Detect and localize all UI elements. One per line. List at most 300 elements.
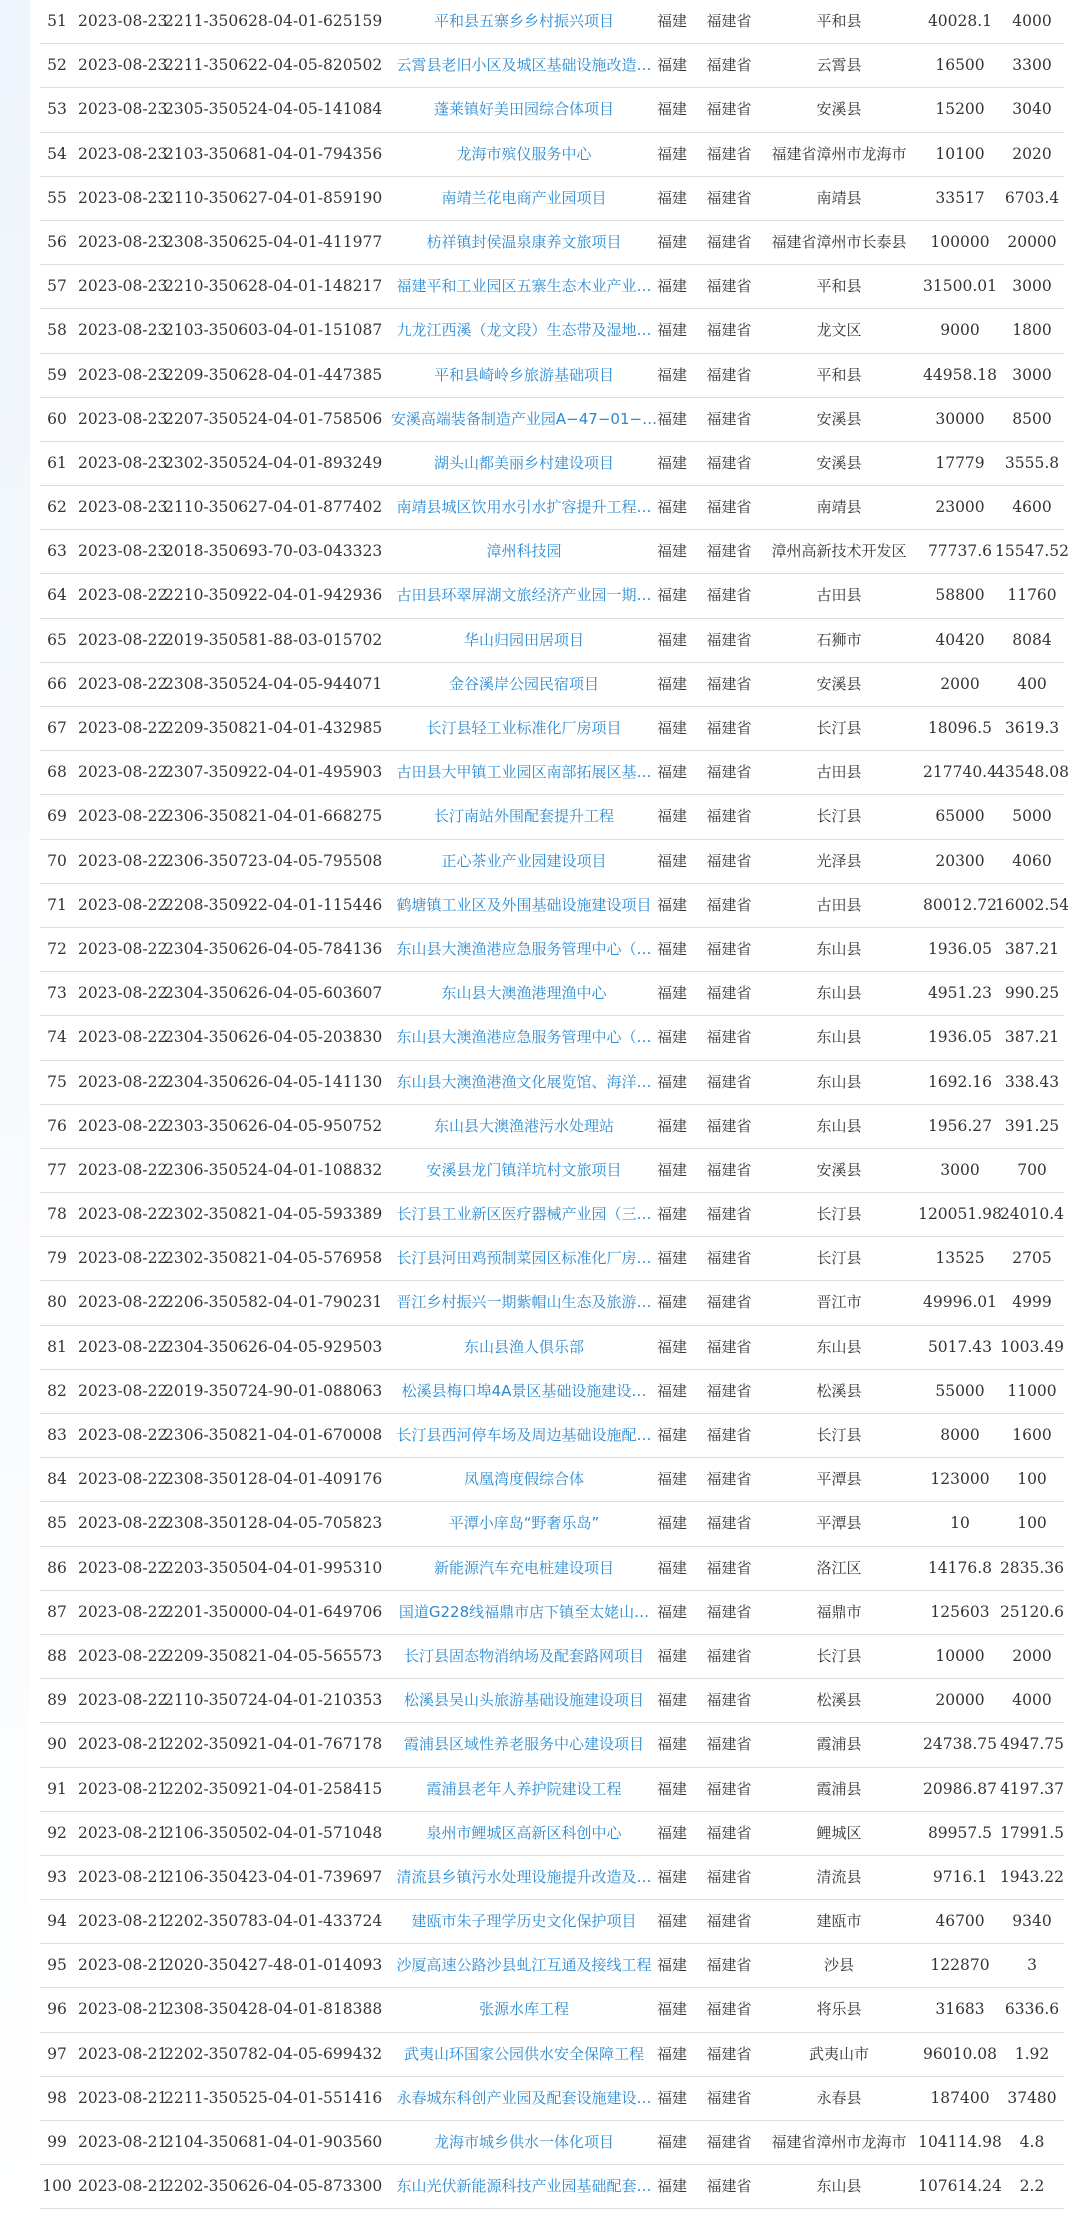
row-number: 84 — [47, 1470, 67, 1489]
table-row — [40, 177, 1064, 221]
row-date: 2023-08-23 — [78, 409, 168, 428]
row-province-short: 福建 — [656, 188, 687, 207]
row-number: 66 — [47, 674, 67, 693]
table-row — [40, 1591, 1064, 1635]
row-amount: 338.43 — [1004, 1072, 1060, 1091]
row-number: 98 — [47, 2088, 67, 2107]
row-province: 福建省 — [706, 674, 752, 693]
row-area: 长汀县 — [816, 1646, 862, 1665]
row-number: 61 — [47, 453, 67, 472]
row-project-code: 2202-350626-04-05-873300 — [164, 2177, 383, 2196]
row-amount: 400 — [1017, 674, 1047, 693]
row-number: 93 — [47, 1867, 67, 1886]
project-table — [40, 0, 1069, 2209]
row-project-name-link[interactable]: 华山归园田居项目 — [463, 630, 584, 649]
row-number: 75 — [47, 1072, 67, 1091]
row-amount: 24010.4 — [999, 1205, 1065, 1224]
table-row — [40, 398, 1064, 442]
row-project-code: 2104-350681-04-01-903560 — [164, 2133, 383, 2151]
row-date: 2023-08-22 — [78, 630, 168, 649]
row-province: 福建省 — [706, 409, 752, 428]
row-province: 福建省 — [706, 1912, 752, 1931]
row-project-name-link[interactable]: 南靖兰花电商产业园项目 — [441, 188, 607, 207]
row-province: 福建省 — [706, 1249, 752, 1268]
table-row — [40, 1326, 1064, 1370]
row-area: 东山县 — [816, 939, 862, 958]
row-project-code: 2308-350524-04-05-944071 — [164, 674, 383, 693]
row-project-name-link[interactable]: 长汀县河田鸡预制菜园区标准化厂房… — [396, 1249, 652, 1268]
table-row — [40, 1635, 1064, 1679]
row-total-investment: 123000 — [930, 1470, 990, 1489]
table-row — [40, 44, 1064, 88]
row-project-name-link[interactable]: 霞浦县老年人养护院建设工程 — [426, 1779, 622, 1798]
row-province: 福建省 — [706, 498, 752, 517]
row-project-code: 2210-350922-04-01-942936 — [164, 586, 383, 605]
row-area: 长汀县 — [816, 1426, 862, 1444]
row-amount: 100 — [1017, 1470, 1047, 1489]
row-project-code: 2211-350622-04-05-820502 — [164, 56, 383, 75]
row-area: 龙文区 — [816, 321, 862, 340]
row-total-investment: 16500 — [935, 56, 985, 75]
row-project-name-link[interactable]: 正心茶业产业园建设项目 — [441, 851, 607, 870]
row-number: 63 — [47, 542, 67, 561]
row-date: 2023-08-22 — [78, 1426, 168, 1444]
row-area: 云霄县 — [816, 56, 862, 75]
row-date: 2023-08-22 — [78, 1558, 168, 1577]
row-project-name-link[interactable]: 长汀县工业新区医疗器械产业园（三… — [396, 1205, 652, 1224]
row-province-short: 福建 — [656, 1779, 687, 1798]
row-amount: 2000 — [1012, 1646, 1052, 1665]
row-total-investment: 5017.43 — [927, 1337, 993, 1356]
row-province: 福建省 — [706, 1293, 752, 1312]
row-project-name-link[interactable]: 古田县环翠屏湖文旅经济产业园一期… — [396, 586, 652, 605]
row-project-code: 2103-350603-04-01-151087 — [164, 321, 383, 340]
row-area: 洛江区 — [816, 1558, 862, 1577]
row-province-short: 福建 — [656, 1867, 687, 1886]
row-amount: 4000 — [1012, 12, 1052, 30]
row-area: 将乐县 — [816, 2000, 862, 2019]
row-project-name-link[interactable]: 金谷溪岸公园民宿项目 — [448, 674, 599, 693]
row-province-short: 福建 — [656, 2133, 687, 2151]
row-project-name-link[interactable]: 清流县乡镇污水处理设施提升改造及… — [396, 1867, 652, 1886]
row-project-name-link[interactable]: 晋江乡村振兴一期紫帽山生态及旅游… — [396, 1293, 652, 1312]
row-province: 福建省 — [706, 1558, 752, 1577]
row-number: 57 — [47, 277, 67, 296]
row-project-name-link[interactable]: 安溪县龙门镇洋坑村文旅项目 — [426, 1160, 622, 1179]
row-date: 2023-08-21 — [78, 1823, 168, 1842]
row-project-name-link[interactable]: 湖头山都美丽乡村建设项目 — [433, 453, 614, 472]
row-number: 90 — [47, 1735, 67, 1754]
row-province-short: 福建 — [656, 984, 687, 1003]
table-row — [40, 1016, 1064, 1060]
row-project-code: 2201-350000-04-01-649706 — [164, 1602, 383, 1621]
row-province-short: 福建 — [656, 321, 687, 340]
row-date: 2023-08-22 — [78, 1602, 168, 1621]
row-area: 安溪县 — [816, 409, 862, 428]
row-date: 2023-08-23 — [78, 498, 168, 517]
row-date: 2023-08-23 — [78, 365, 168, 384]
row-total-investment: 40028.1 — [927, 12, 993, 30]
row-amount: 3300 — [1012, 56, 1052, 75]
row-province: 福建省 — [706, 1205, 752, 1224]
row-date: 2023-08-22 — [78, 1646, 168, 1665]
row-number: 92 — [47, 1823, 67, 1842]
row-project-name-link[interactable]: 长汀南站外围配套提升工程 — [433, 807, 614, 826]
row-date: 2023-08-23 — [78, 542, 168, 561]
row-date: 2023-08-23 — [78, 188, 168, 207]
row-area: 福鼎市 — [816, 1602, 862, 1621]
row-province: 福建省 — [706, 2000, 752, 2019]
row-date: 2023-08-22 — [78, 719, 168, 737]
table-row — [40, 1237, 1064, 1281]
row-area: 长汀县 — [816, 1249, 862, 1268]
table-row — [40, 2077, 1064, 2121]
row-project-code: 2306-350821-04-01-670008 — [164, 1426, 383, 1444]
row-project-code: 2302-350524-04-01-893249 — [164, 453, 383, 472]
table-row — [40, 2165, 1064, 2209]
row-total-investment: 2000 — [940, 674, 980, 693]
row-province-short: 福建 — [656, 1160, 687, 1179]
row-province: 福建省 — [706, 586, 752, 605]
table-row — [40, 1105, 1064, 1149]
row-province-short: 福建 — [656, 2088, 687, 2107]
row-number: 60 — [47, 409, 67, 428]
row-project-name-link[interactable]: 龙海市殡仪服务中心 — [456, 144, 592, 163]
row-province-short: 福建 — [656, 100, 687, 119]
row-project-name-link[interactable]: 平和县崎岭乡旅游基础项目 — [433, 365, 614, 384]
row-area: 安溪县 — [816, 674, 862, 693]
row-project-name-link[interactable]: 松溪县吴山头旅游基础设施建设项目 — [403, 1691, 644, 1710]
row-project-code: 2202-350921-04-01-258415 — [164, 1779, 383, 1798]
row-project-code: 2202-350782-04-05-699432 — [164, 2044, 383, 2063]
row-project-name-link[interactable]: 福建平和工业园区五寨生态木业产业… — [396, 277, 652, 296]
row-province-short: 福建 — [656, 1691, 687, 1710]
row-amount: 3555.8 — [1004, 453, 1060, 472]
row-province: 福建省 — [706, 1867, 752, 1886]
row-total-investment: 100000 — [930, 232, 990, 251]
row-project-name-link[interactable]: 沙厦高速公路沙县虬江互通及接线工程 — [396, 1956, 652, 1975]
row-province: 福建省 — [706, 2177, 752, 2196]
row-province: 福建省 — [706, 895, 752, 914]
row-date: 2023-08-21 — [78, 2177, 168, 2196]
page-side-background — [0, 0, 30, 2235]
row-number: 79 — [47, 1249, 67, 1268]
row-province: 福建省 — [706, 1470, 752, 1489]
row-number: 80 — [47, 1293, 67, 1312]
row-date: 2023-08-22 — [78, 1072, 168, 1091]
table-row — [40, 1768, 1064, 1812]
row-amount: 11000 — [1007, 1381, 1057, 1400]
row-project-name-link[interactable]: 东山县大澳渔港应急服务管理中心（… — [396, 939, 652, 958]
row-province: 福建省 — [706, 144, 752, 163]
row-amount: 3000 — [1012, 365, 1052, 384]
row-province: 福建省 — [706, 2133, 752, 2151]
row-project-name-link[interactable]: 霞浦县区域性养老服务中心建设项目 — [403, 1735, 644, 1754]
row-project-code: 2110-350724-04-01-210353 — [164, 1691, 383, 1710]
row-province-short: 福建 — [656, 1956, 687, 1975]
row-project-name-link[interactable]: 国道G228线福鼎市店下镇至太姥山… — [398, 1602, 650, 1621]
table-row — [40, 1370, 1064, 1414]
row-project-name-link[interactable]: 枋祥镇封侯温泉康养文旅项目 — [426, 232, 622, 251]
row-area: 安溪县 — [816, 453, 862, 472]
row-project-name-link[interactable]: 泉州市鲤城区高新区科创中心 — [426, 1823, 622, 1842]
row-project-name-link[interactable]: 蓬莱镇好美田园综合体项目 — [433, 100, 614, 119]
row-total-investment: 80012.72 — [923, 895, 997, 914]
row-date: 2023-08-21 — [78, 2000, 168, 2019]
row-area: 福建省漳州市龙海市 — [771, 144, 907, 163]
row-number: 51 — [47, 12, 67, 30]
row-province-short: 福建 — [656, 1028, 687, 1047]
row-project-name-link[interactable]: 建瓯市朱子理学历史文化保护项目 — [411, 1912, 637, 1931]
row-total-investment: 49996.01 — [923, 1293, 997, 1312]
row-amount: 1800 — [1012, 321, 1052, 340]
row-project-name-link[interactable]: 东山县大澳渔港渔文化展览馆、海洋… — [396, 1072, 652, 1091]
row-project-name-link[interactable]: 东山光伏新能源科技产业园基础配套… — [396, 2177, 652, 2196]
row-province: 福建省 — [706, 1072, 752, 1091]
row-project-name-link[interactable]: 东山县大澳渔港污水处理站 — [433, 1116, 614, 1135]
row-date: 2023-08-23 — [78, 12, 168, 30]
row-project-code: 2308-350428-04-01-818388 — [164, 2000, 383, 2019]
row-amount: 2835.36 — [999, 1558, 1065, 1577]
row-number: 64 — [47, 586, 67, 605]
row-project-code: 2019-350581-88-03-015702 — [164, 630, 383, 649]
row-province: 福建省 — [706, 763, 752, 782]
row-project-name-link[interactable]: 漳州科技园 — [486, 542, 562, 561]
row-province-short: 福建 — [656, 2044, 687, 2063]
row-number: 52 — [47, 56, 67, 75]
row-project-code: 2206-350582-04-01-790231 — [164, 1293, 383, 1312]
row-number: 55 — [47, 188, 67, 207]
table-row — [40, 1723, 1064, 1767]
row-province-short: 福建 — [656, 1823, 687, 1842]
row-province-short: 福建 — [656, 939, 687, 958]
table-row — [40, 795, 1064, 839]
table-row — [40, 663, 1064, 707]
table-row — [40, 1812, 1064, 1856]
table-row — [40, 2033, 1064, 2077]
row-province-short: 福建 — [656, 542, 687, 561]
row-province-short: 福建 — [656, 56, 687, 75]
row-amount: 4060 — [1012, 851, 1052, 870]
row-total-investment: 55000 — [935, 1381, 985, 1400]
row-number: 65 — [47, 630, 67, 649]
row-date: 2023-08-21 — [78, 1956, 168, 1975]
row-project-code: 2304-350626-04-05-203830 — [164, 1028, 383, 1047]
row-project-code: 2208-350922-04-01-115446 — [164, 895, 383, 914]
row-province: 福建省 — [706, 807, 752, 826]
table-row — [40, 486, 1064, 530]
row-area: 平和县 — [816, 365, 862, 384]
row-total-investment: 120051.98 — [918, 1205, 1002, 1224]
row-number: 83 — [47, 1426, 67, 1444]
row-date: 2023-08-22 — [78, 851, 168, 870]
row-project-name-link[interactable]: 龙海市城乡供水一体化项目 — [433, 2133, 614, 2151]
row-project-name-link[interactable]: 平潭小庠岛“野奢乐岛” — [448, 1514, 600, 1533]
row-number: 72 — [47, 939, 67, 958]
row-project-name-link[interactable]: 武夷山环国家公园供水安全保障工程 — [403, 2044, 644, 2063]
table-row — [40, 840, 1064, 884]
row-area: 沙县 — [823, 1956, 854, 1975]
row-area: 漳州高新技术开发区 — [771, 542, 907, 561]
row-total-investment: 40420 — [935, 630, 985, 649]
row-project-name-link[interactable]: 云霄县老旧小区及城区基础设施改造… — [396, 56, 652, 75]
row-province: 福建省 — [706, 1646, 752, 1665]
row-project-name-link[interactable]: 凤凰湾度假综合体 — [463, 1470, 584, 1489]
row-province-short: 福建 — [656, 851, 687, 870]
row-province-short: 福建 — [656, 277, 687, 296]
row-project-name-link[interactable]: 新能源汽车充电桩建设项目 — [433, 1558, 614, 1577]
row-amount: 391.25 — [1004, 1116, 1060, 1135]
row-province: 福建省 — [706, 232, 752, 251]
row-amount: 2020 — [1012, 144, 1052, 163]
row-amount: 387.21 — [1004, 939, 1060, 958]
row-province: 福建省 — [706, 188, 752, 207]
row-project-code: 2202-350921-04-01-767178 — [164, 1735, 383, 1754]
row-project-code: 2209-350821-04-05-565573 — [164, 1646, 383, 1665]
row-project-code: 2110-350627-04-01-877402 — [164, 498, 383, 517]
row-project-name-link[interactable]: 九龙江西溪（龙文段）生态带及湿地… — [396, 321, 652, 340]
row-amount: 3000 — [1012, 277, 1052, 296]
row-project-name-link[interactable]: 安溪高端装备制造产业园A−47−01−… — [390, 409, 658, 428]
table-row — [40, 751, 1069, 795]
row-province-short: 福建 — [656, 586, 687, 605]
row-amount: 1943.22 — [999, 1867, 1065, 1886]
row-number: 88 — [47, 1646, 67, 1665]
row-total-investment: 107614.24 — [918, 2177, 1002, 2196]
row-number: 91 — [47, 1779, 67, 1798]
row-province-short: 福建 — [656, 365, 687, 384]
row-area: 武夷山市 — [808, 2044, 869, 2063]
row-province: 福建省 — [706, 1381, 752, 1400]
row-project-code: 2103-350681-04-01-794356 — [164, 144, 383, 163]
row-province: 福建省 — [706, 851, 752, 870]
table-row — [40, 354, 1064, 398]
row-total-investment: 125603 — [930, 1602, 990, 1621]
row-project-code: 2305-350524-04-05-141084 — [164, 100, 383, 119]
row-project-name-link[interactable]: 松溪县梅口埠4A景区基础设施建设… — [401, 1381, 647, 1400]
row-total-investment: 104114.98 — [918, 2133, 1002, 2151]
row-total-investment: 18096.5 — [927, 719, 993, 737]
row-project-code: 2018-350693-70-03-043323 — [164, 542, 383, 561]
table-row — [40, 1281, 1064, 1325]
row-date: 2023-08-21 — [78, 1735, 168, 1754]
row-total-investment: 31500.01 — [923, 277, 997, 296]
row-amount: 1003.49 — [999, 1337, 1065, 1356]
row-province-short: 福建 — [656, 1381, 687, 1400]
row-total-investment: 89957.5 — [927, 1823, 993, 1842]
row-number: 86 — [47, 1558, 67, 1577]
row-project-code: 2306-350821-04-01-668275 — [164, 807, 383, 826]
table-row — [40, 707, 1064, 751]
row-project-name-link[interactable]: 鹤塘镇工业区及外围基础设施建设项目 — [396, 895, 652, 914]
table-row — [40, 133, 1064, 177]
row-project-code: 2106-350502-04-01-571048 — [164, 1823, 383, 1842]
row-province-short: 福建 — [656, 1514, 687, 1533]
row-date: 2023-08-23 — [78, 453, 168, 472]
row-amount: 25120.6 — [999, 1602, 1065, 1621]
row-date: 2023-08-22 — [78, 1381, 168, 1400]
row-area: 清流县 — [816, 1867, 862, 1886]
row-number: 95 — [47, 1956, 67, 1975]
row-project-name-link[interactable]: 平和县五寨乡乡村振兴项目 — [433, 12, 614, 30]
row-project-name-link[interactable]: 张源水库工程 — [478, 2000, 569, 2019]
row-province-short: 福建 — [656, 2000, 687, 2019]
row-project-code: 2306-350524-04-01-108832 — [164, 1160, 383, 1179]
row-area: 晋江市 — [816, 1293, 862, 1312]
row-project-name-link[interactable]: 永春城东科创产业园及配套设施建设… — [396, 2088, 652, 2107]
row-project-name-link[interactable]: 东山县大澳渔港理渔中心 — [441, 984, 607, 1003]
row-project-name-link[interactable]: 长汀县西河停车场及周边基础设施配… — [396, 1426, 652, 1444]
row-project-code: 2020-350427-48-01-014093 — [164, 1956, 383, 1975]
row-project-name-link[interactable]: 古田县大甲镇工业园区南部拓展区基… — [396, 763, 652, 782]
row-number: 68 — [47, 763, 67, 782]
row-province-short: 福建 — [656, 1116, 687, 1135]
row-area: 霞浦县 — [816, 1779, 862, 1798]
row-province: 福建省 — [706, 321, 752, 340]
row-province-short: 福建 — [656, 630, 687, 649]
row-project-name-link[interactable]: 东山县渔人俱乐部 — [463, 1337, 584, 1356]
row-number: 99 — [47, 2133, 67, 2151]
row-province-short: 福建 — [656, 144, 687, 163]
row-total-investment: 187400 — [930, 2088, 990, 2107]
row-number: 85 — [47, 1514, 67, 1533]
row-total-investment: 8000 — [940, 1426, 980, 1444]
row-total-investment: 10 — [950, 1514, 970, 1533]
row-province: 福建省 — [706, 719, 752, 737]
row-amount: 8084 — [1012, 630, 1052, 649]
table-row — [40, 1502, 1064, 1546]
row-project-name-link[interactable]: 东山县大澳渔港应急服务管理中心（… — [396, 1028, 652, 1047]
row-province: 福建省 — [706, 277, 752, 296]
row-date: 2023-08-23 — [78, 56, 168, 75]
row-number: 67 — [47, 719, 67, 737]
row-date: 2023-08-23 — [78, 321, 168, 340]
row-province: 福建省 — [706, 2044, 752, 2063]
row-area: 长汀县 — [816, 1205, 862, 1224]
row-province-short: 福建 — [656, 719, 687, 737]
row-project-name-link[interactable]: 长汀县固态物消纳场及配套路网项目 — [403, 1646, 644, 1665]
row-province: 福建省 — [706, 984, 752, 1003]
row-project-code: 2308-350128-04-05-705823 — [164, 1514, 383, 1533]
row-number: 96 — [47, 2000, 67, 2019]
row-area: 东山县 — [816, 1116, 862, 1135]
row-province-short: 福建 — [656, 1337, 687, 1356]
row-project-code: 2211-350525-04-01-551416 — [164, 2088, 383, 2107]
row-province: 福建省 — [706, 1779, 752, 1798]
row-province-short: 福建 — [656, 1293, 687, 1312]
row-amount: 11760 — [1007, 586, 1057, 605]
row-project-code: 2303-350626-04-05-950752 — [164, 1116, 383, 1135]
row-number: 87 — [47, 1602, 67, 1621]
row-amount: 387.21 — [1004, 1028, 1060, 1047]
row-date: 2023-08-22 — [78, 895, 168, 914]
row-province: 福建省 — [706, 1160, 752, 1179]
row-amount: 4999 — [1012, 1293, 1052, 1312]
row-amount: 15547.52 — [995, 542, 1069, 561]
row-project-name-link[interactable]: 长汀县轻工业标准化厂房项目 — [426, 719, 622, 737]
row-area: 霞浦县 — [816, 1735, 862, 1754]
row-number: 81 — [47, 1337, 67, 1356]
table-row — [40, 619, 1064, 663]
row-date: 2023-08-22 — [78, 1470, 168, 1489]
row-province-short: 福建 — [656, 1558, 687, 1577]
row-province-short: 福建 — [656, 1735, 687, 1754]
row-project-name-link[interactable]: 南靖县城区饮用水引水扩容提升工程… — [396, 498, 652, 517]
row-total-investment: 24738.75 — [923, 1735, 997, 1754]
row-province: 福建省 — [706, 2088, 752, 2107]
row-province-short: 福建 — [656, 1602, 687, 1621]
row-province: 福建省 — [706, 1337, 752, 1356]
